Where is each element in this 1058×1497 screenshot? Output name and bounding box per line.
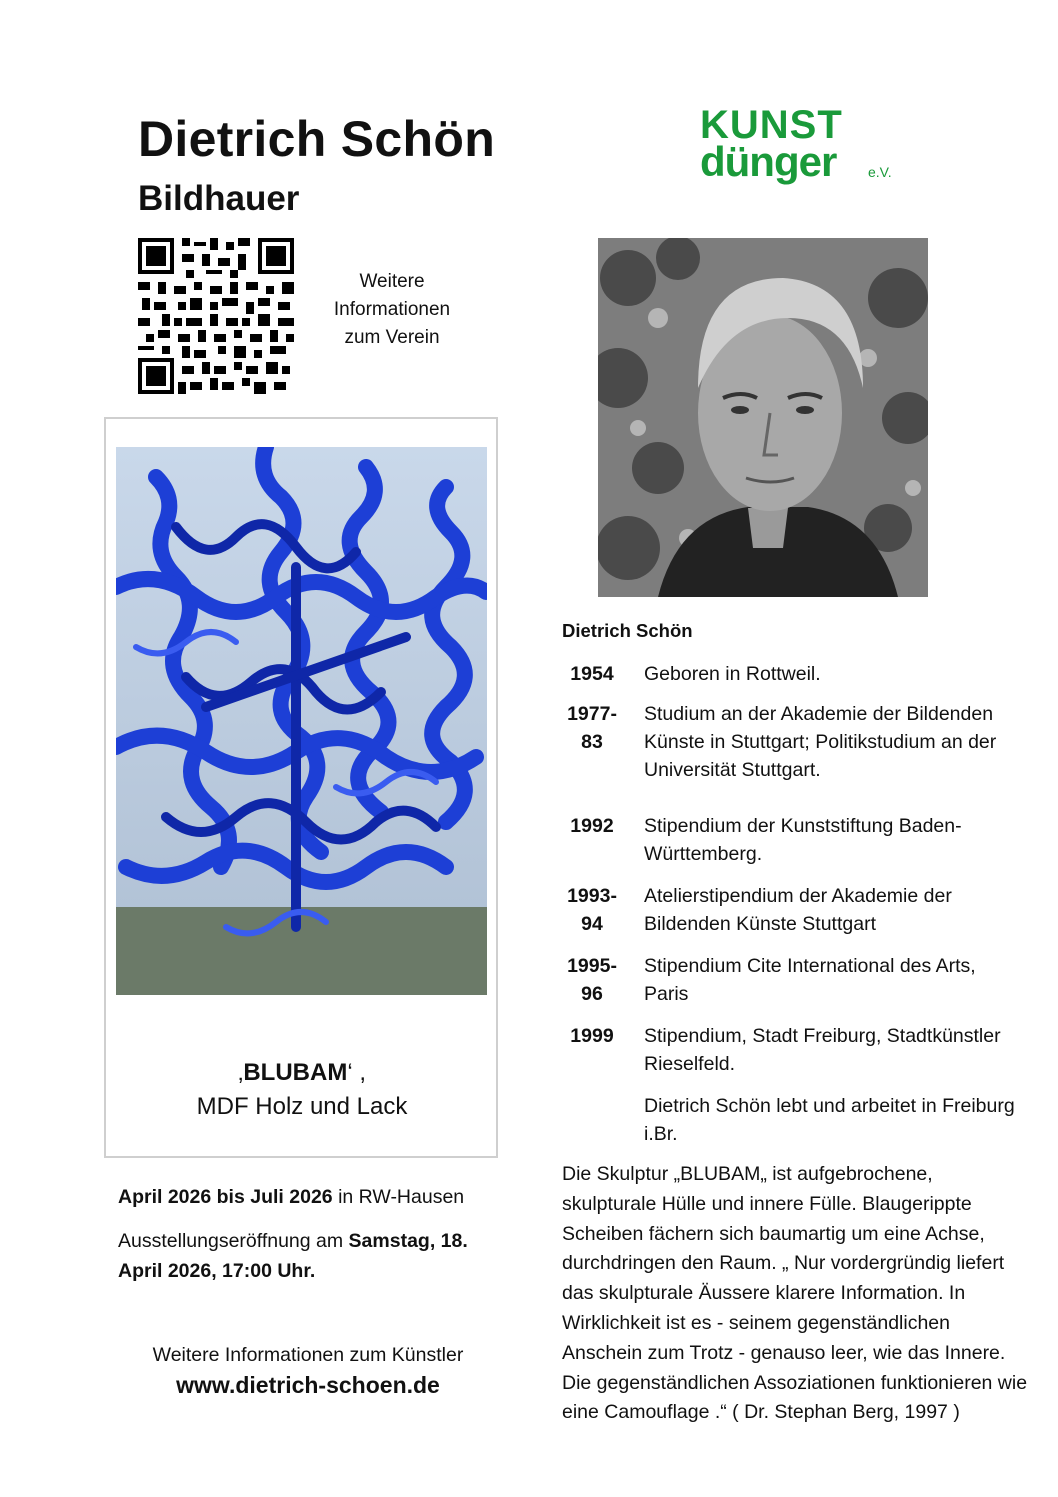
- artwork-description: Die Skulptur „BLUBAM„ ist aufgebrochene, skulpturale Hülle und innere Fülle. Blaugerippte Scheiben fächern sich baumartig um eine Achse, durchdringen den Raum. „ Nur vordergründig liefert das skulpturale Äussere klarere Information. In Wirklichkeit ist es - seinem gegenständlichen Anschein zum Trotz - genauso leer, wie das Innere. Die gegenständlichen Assoziationen funktionieren wie eine Camouflage .“ ( Dr. Stephan Berg, 1997 ): [562, 1163, 1028, 1424]
- bio-year: 1992: [570, 815, 614, 837]
- opening-date: Samstag, 18. April 2026, 17:00 Uhr.: [118, 1230, 468, 1282]
- artist-portrait: [598, 238, 928, 597]
- kunstduenger-logo: [698, 105, 908, 185]
- bio-text: Stipendium, Stadt Freiburg, Stadtkünstler Rieselfeld.: [644, 1025, 1001, 1075]
- quote-open: ‚: [238, 1059, 244, 1086]
- bio-text: Atelierstipendium der Akademie der Bildenden Künste Stuttgart: [644, 885, 952, 935]
- bio-year: 1977-83: [567, 703, 617, 753]
- artwork-material: MDF Holz und Lack: [196, 1093, 408, 1120]
- qr-caption-line: Informationen: [333, 299, 451, 320]
- date-to: Juli 2026: [250, 1186, 333, 1208]
- artist-info-label: Weitere Informationen zum Künstler: [152, 1344, 464, 1366]
- website-prefix: www.: [176, 1372, 236, 1398]
- bio-heading: Dietrich Schön: [562, 620, 693, 641]
- bio-year: 1995-96: [567, 955, 617, 1005]
- bio-closing: Dietrich Schön lebt und arbeitet in Freiburg i.Br.: [644, 1095, 1015, 1145]
- website-domain: dietrich-schoen.de: [235, 1372, 440, 1398]
- page-title: Dietrich Schön: [138, 111, 496, 167]
- quote-close: ‘ ,: [347, 1059, 366, 1086]
- artwork-name: BLUBAM: [243, 1059, 348, 1086]
- qr-caption-line: Weitere: [359, 271, 425, 292]
- logo-line-1: KUNST: [700, 105, 843, 147]
- exhibition-opening: [118, 1226, 508, 1286]
- bio-text: Geboren in Rottweil.: [644, 663, 821, 685]
- logo-line-2: dünger: [700, 138, 837, 185]
- exhibition-dates: [118, 1182, 464, 1212]
- artwork-caption: [106, 1056, 498, 1124]
- bio-text: Studium an der Akademie der Bildenden Künste in Stuttgart; Politikstudium an der Universität Stuttgart.: [644, 703, 997, 781]
- artwork-title: [106, 1056, 498, 1090]
- bio-text: Stipendium Cite International des Arts, Paris: [644, 955, 976, 1005]
- bio-text: Stipendium der Kunststiftung Baden-Württemberg.: [644, 815, 962, 865]
- bio-year: 1954: [570, 663, 614, 685]
- artist-website-link[interactable]: [110, 1368, 506, 1402]
- artwork-photo: [116, 447, 487, 995]
- opening-prefix: Ausstellungseröffnung am: [118, 1230, 344, 1252]
- bio-year: 1993-94: [567, 885, 617, 935]
- qr-caption: [314, 268, 470, 352]
- exhibition-location: in RW-Hausen: [338, 1186, 465, 1208]
- qr-caption-line: zum Verein: [344, 327, 440, 348]
- date-from: April 2026: [118, 1186, 212, 1208]
- artist-profession: Bildhauer: [138, 179, 300, 218]
- bio-year: 1999: [570, 1025, 614, 1047]
- qr-code: [134, 234, 298, 398]
- date-connector: bis: [216, 1186, 245, 1208]
- logo-suffix: e.V.: [868, 164, 892, 180]
